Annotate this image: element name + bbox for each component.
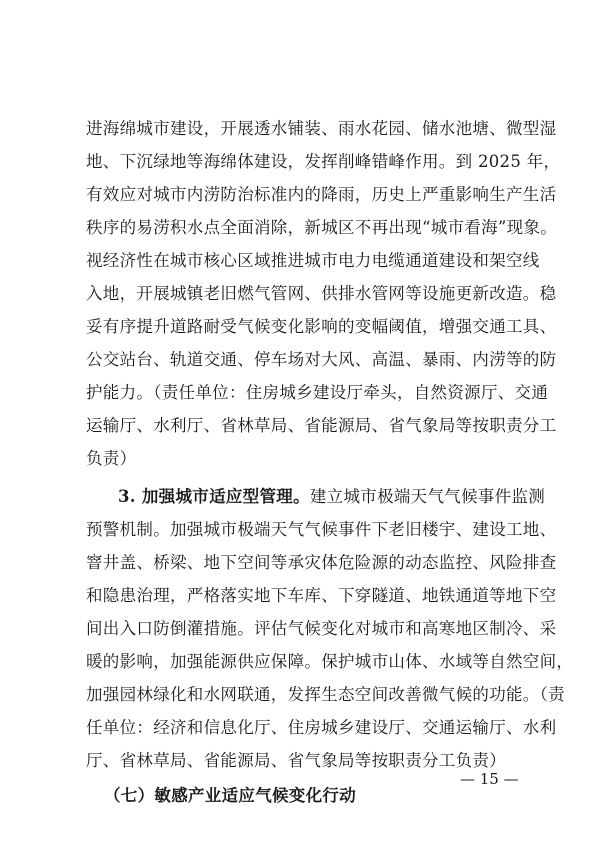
paragraph-line: 间出入口防倒灌措施。评估气候变化对城市和高寒地区制冷、采 (86, 619, 557, 638)
paragraph-line: 暖的影响，加强能源供应保障。保护城市山体、水域等自然空间， (86, 652, 574, 671)
page-number: — 15 — (460, 770, 519, 788)
item-3-first-line-text: 建立城市极端天气气候事件监测 (309, 487, 546, 506)
paragraph-line: 进海绵城市建设，开展透水铺装、雨水花园、储水池塘、微型湿 (86, 119, 557, 138)
section-heading: （七）敏感产业适应气候变化行动 (104, 786, 356, 805)
paragraph-line: 预警机制。加强城市极端天气气候事件下老旧楼宇、建设工地、 (86, 520, 557, 539)
paragraph-line: 地、下沉绿地等海绵体建设，发挥削峰错峰作用。到 2025 年， (86, 152, 561, 171)
paragraph-line: 妥有序提升道路耐受气候变化影响的变幅阈值，增强交通工具、 (86, 317, 557, 336)
paragraph-line: 入地，开展城镇老旧燃气管网、供排水管网等设施更新改造。稳 (86, 284, 557, 303)
paragraph-line: 任单位：经济和信息化厅、住房城乡建设厅、交通运输厅、水利 (86, 718, 557, 737)
item-3-first-line (118, 487, 546, 507)
paragraph-line: 窨井盖、桥梁、地下空间等承灾体危险源的动态监控、风险排查 (86, 553, 557, 572)
paragraph-line: 厅、省林草局、省能源局、省气象局等按职责分工负责） (86, 751, 506, 770)
paragraph-line: 公交站台、轨道交通、停车场对大风、高温、暴雨、内涝等的防 (86, 350, 557, 369)
paragraph-line: 运输厅、水利厅、省林草局、省能源局、省气象局等按职责分工 (86, 416, 557, 435)
paragraph-line: 负责） (86, 449, 137, 468)
paragraph-line: 加强园林绿化和水网联通，发挥生态空间改善微气候的功能。（责 (86, 685, 565, 704)
paragraph-line: 和隐患治理，严格落实地下车库、下穿隧道、地铁通道等地下空 (86, 586, 557, 605)
paragraph-line: 视经济性在城市核心区域推进城市电力电缆通道建设和架空线 (86, 251, 540, 270)
paragraph-line: 护能力。（责任单位：住房城乡建设厅牵头，自然资源厅、交通 (86, 383, 549, 402)
paragraph-line: 有效应对城市内涝防治标准内的降雨，历史上严重影响生产生活 (86, 185, 557, 204)
paragraph-line: 秩序的易涝积水点全面消除，新城区不再出现“城市看海”现象。 (86, 218, 558, 237)
item-3-heading: 3. 加强城市适应型管理。 (118, 487, 310, 506)
